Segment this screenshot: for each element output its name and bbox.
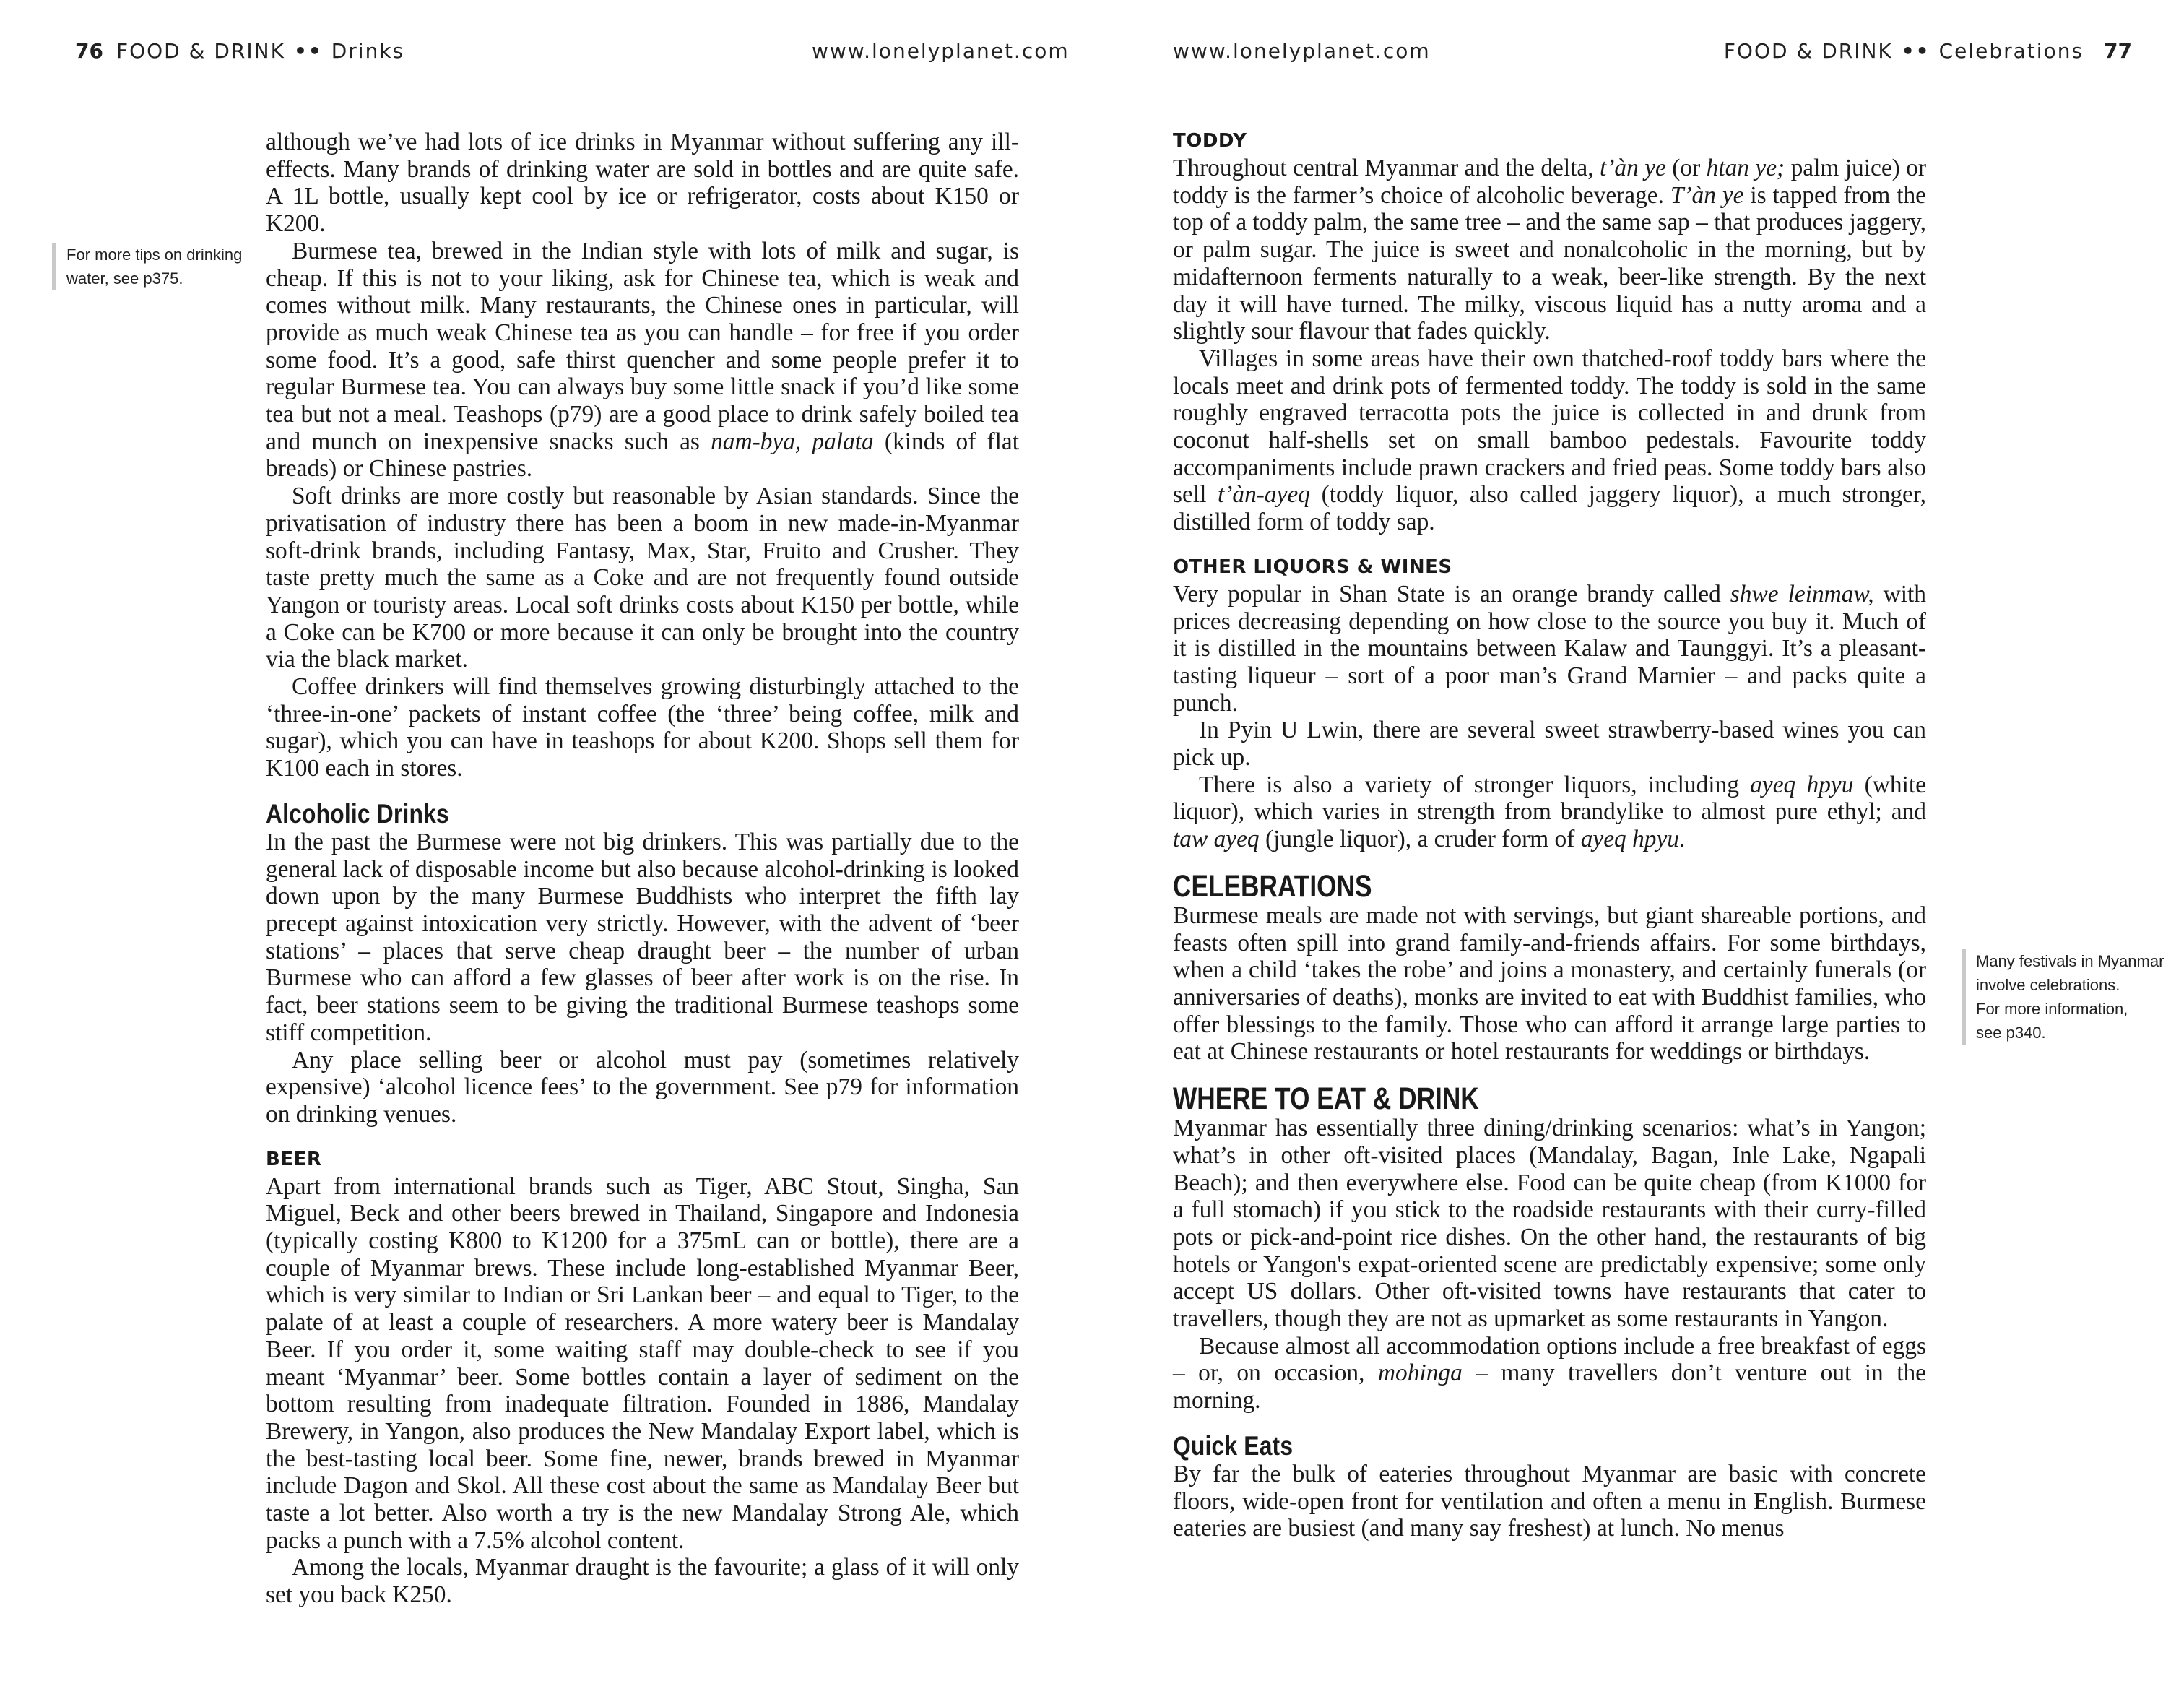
paragraph: Among the locals, Myanmar draught is the favourite; a glass of it will only set you back K250. [266, 1554, 1019, 1609]
heading-beer: BEER [266, 1148, 322, 1170]
paragraph: By far the bulk of eateries throughout Myanmar are basic with concrete floors, wide-open front for ventilation and often a menu in English. Burmese eateries are busiest (and many say freshest) at lunch. No menus [1173, 1460, 1926, 1542]
left-sidebar-line: For more tips on drinking [66, 246, 243, 264]
paragraph: Soft drinks are more costly but reasonable by Asian standards. Since the privatisation of industry there has been a boom in new made-in-Myanmar soft-drink brands, including Fantasy, Max, Star, Fruito and Crusher. They taste pretty much the same as a Coke and are not frequently found outside Yangon or touristy areas. Local soft drinks costs about K150 per bottle, while a Coke can be K700 or more because it can only be brought into the country via the black market. [266, 483, 1019, 673]
paragraph: In Pyin U Lwin, there are several sweet strawberry-based wines you can pick up. [1173, 717, 1926, 772]
paragraph: although we’ve had lots of ice drinks in Myanmar without suffering any ill-effects. Many brands of drinking water are sold in bottles and are quite safe. A 1L bottle, usually kept cool by ice or refrigerator, costs about K150 or K200. [266, 129, 1019, 238]
paragraph: Because almost all accommodation options include a free breakfast of eggs – or, on occasion, mohinga – many travellers don’t venture out in the morning. [1173, 1332, 1926, 1414]
left-header-url: www.lonelyplanet.com [812, 39, 1070, 63]
paragraph: Coffee drinkers will find themselves growing disturbingly attached to the ‘three-in-one’ packets of instant coffee (the ‘three’ being coffee, milk and sugar), which you can have in teashops for about K200. Shops sell them for K100 each in stores. [266, 673, 1019, 782]
heading-toddy: TODDY [1173, 130, 1247, 152]
paragraph: Burmese tea, brewed in the Indian style with lots of milk and sugar, is cheap. If this is not to your liking, ask for Chinese tea, which is weak and comes without milk. Many restaurants, the Chinese ones in particular, will provide as much weak Chinese tea as you can handle – for free if you order some food. It’s a good, safe thirst quencher and some people prefer it to regular Burmese tea. You can always buy some little snack if you’d like some tea but not a meal. Teashops (p79) are a good place to drink safely boiled tea and munch on inexpensive snacks such as nam-bya, palata (kinds of flat breads) or Chinese pastries. [266, 237, 1019, 483]
paragraph: Throughout central Myanmar and the delta, t’àn ye (or htan ye; palm juice) or toddy is the farmer’s choice of alcoholic beverage. T’àn ye is tapped from the top of a toddy palm, the same tree – and the same sap – that produces jaggery, or palm sugar. The juice is sweet and nonalcoholic in the morning, but by midafternoon ferments naturally to a weak, beer-like strength. By the next day it will have turned. The milky, viscous liquid has a nutty aroma and a slightly sour flavour that fades quickly. [1173, 155, 1926, 345]
right-header-subsection: Celebrations [1938, 39, 2084, 63]
heading-quick-eats: Quick Eats [1173, 1430, 1294, 1461]
paragraph: Very popular in Shan State is an orange brandy called shwe leinmaw, with prices decreasing depending on how close to the source you buy it. Much of it is distilled in the mountains between Kalaw and Taunggyi. It’s a pleasant-tasting liqueur – sort of a poor man’s Grand Marnier – and packs quite a punch. [1173, 580, 1927, 717]
heading-alcoholic-drinks: Alcoholic Drinks [266, 798, 449, 829]
heading-celebrations: CELEBRATIONS [1173, 868, 1372, 904]
paragraph: Any place selling beer or alcohol must pay (sometimes relatively expensive) ‘alcohol licence fees’ to the government. See p79 for information on drinking venues. [266, 1046, 1019, 1128]
right-header-section: FOOD & DRINK [1723, 39, 1893, 63]
paragraph: Villages in some areas have their own thatched-roof toddy bars where the locals meet and drink pots of fermented toddy. The toddy is sold in the same roughly engraved terracotta pots the juice is collected in and drunk from coconut half-shells set on small bamboo pedestals. Favourite toddy accompaniments include prawn crackers and fried peas. Some toddy bars also sell t’àn-ayeq (toddy liquor, also called jaggery liquor), a much stronger, distilled form of toddy sap. [1173, 345, 1926, 536]
left-header-subsection: Drinks [331, 39, 405, 63]
left-sidebar-note [52, 243, 242, 290]
right-page-body [1173, 129, 1926, 1542]
paragraph: Myanmar has essentially three dining/drinking scenarios: what’s in Yangon; what’s in other oft-visited places (Mandalay, Bagan, Inle Lake, Ngapali Beach); and then everywhere else. Food can be quite cheap (from K1000 for a full stomach) if you stick to the roadside restaurants with their curry-filled pots or pick-and-point rice dishes. On the other hand, the restaurants of big hotels or Yangon's expat-oriented scene are predictably expensive; some only accept US dollars. Other oft-visited towns have restaurants that cater to travellers, though they are not as upmarket as some restaurants in Yangon. [1173, 1115, 1926, 1333]
left-page-number: 76 [75, 39, 103, 63]
right-page-number: 77 [2104, 39, 2132, 63]
right-sidebar-line: Many festivals in Myanmar [1976, 952, 2164, 970]
right-sidebar-line: For more information, [1976, 1000, 2128, 1018]
right-page-header [1724, 39, 2132, 63]
left-header-section: FOOD & DRINK [116, 39, 285, 63]
paragraph: Apart from international brands such as Tiger, ABC Stout, Singha, San Miguel, Beck and other beers brewed in Thailand, Singapore and Indonesia (typically costing K800 to K1200 for a 375mL can or bottle), there are a couple of Myanmar brews. These include long-established Myanmar Beer, which is very similar to Indian or Sri Lankan beer – and equal to Tiger, to the palate of at least a couple of researchers. A more watery beer is Mandalay Beer. If you order it, some waiting staff may double-check to see if you meant ‘Myanmar’ beer. Some bottles contain a layer of sediment on the bottom resulting from inadequate filtration. Founded in 1886, Mandalay Brewery, in Yangon, also produces the New Mandalay Export label, which is the best-tasting local beer. Some fine, newer, brands brewed in Myanmar include Dagon and Skol. All these cost about the same as Mandalay Beer but taste a lot better. Also worth a try is the new Mandalay Strong Ale, which packs a punch with a 7.5% alcohol content. [266, 1172, 1019, 1554]
right-sidebar-note [1962, 949, 2164, 1045]
right-header-separator: •• [1901, 39, 1930, 63]
paragraph: There is also a variety of stronger liquors, including ayeq hpyu (white liquor), which varies in strength from brandylike to almost pure ethyl; and taw ayeq (jungle liquor), a cruder form of ayeq hpyu. [1173, 771, 1926, 853]
paragraph: In the past the Burmese were not big drinkers. This was partially due to the general lack of disposable income but also because alcohol-drinking is looked down upon by the many Burmese Buddhists who interpret the fifth lay precept against intoxication very strictly. However, with the advent of ‘beer stations’ – places that serve cheap draught beer – the number of urban Burmese who can afford a few glasses of beer after work is on the rise. In fact, beer stations seem to be giving the traditional Burmese teashops some stiff competition. [266, 828, 1019, 1046]
left-page-header [75, 39, 404, 63]
left-page-body [266, 129, 1019, 1609]
heading-where-to-eat-drink: WHERE TO EAT & DRINK [1173, 1081, 1479, 1117]
heading-other-liquors-wines: OTHER LIQUORS & WINES [1173, 556, 1452, 578]
left-header-separator: •• [293, 39, 323, 63]
paragraph: Burmese meals are made not with servings, but giant shareable portions, and feasts often spill into grand family-and-friends affairs. For some birthdays, when a child ‘takes the robe’ and joins a monastery, and certainly funerals (or anniversaries of deaths), monks are invited to eat with Buddhist families, who offer blessings to the family. Those who can afford it arrange large parties to eat at Chinese restaurants or hotel restaurants for weddings or birthdays. [1173, 902, 1926, 1066]
left-sidebar-line: water, see p375. [66, 269, 183, 288]
right-header-url: www.lonelyplanet.com [1173, 39, 1431, 63]
right-sidebar-line: involve celebrations. [1976, 976, 2120, 994]
right-sidebar-line: see p340. [1976, 1024, 2046, 1042]
